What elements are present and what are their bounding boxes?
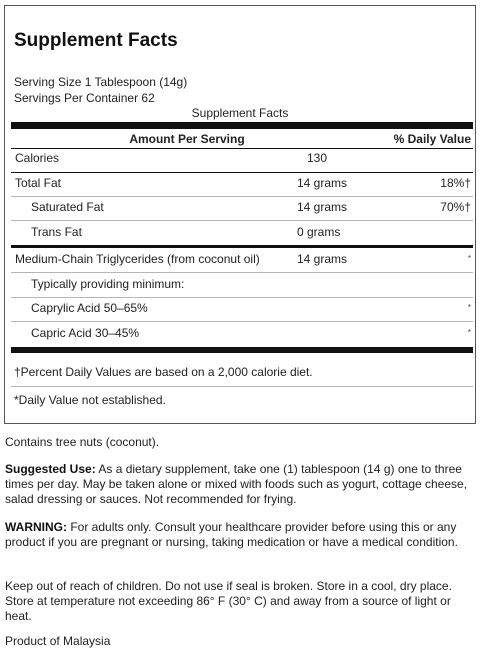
table-row-capric — [11, 326, 473, 344]
row-divider — [11, 321, 473, 322]
row-name: Typically providing minimum: — [31, 277, 185, 291]
calories-divider — [11, 172, 473, 173]
table-row-trans-fat — [11, 225, 473, 243]
table-header — [11, 132, 473, 148]
footnote-not-established: *Daily Value not established. — [14, 393, 166, 407]
row-name: Caprylic Acid 50–65% — [31, 301, 148, 315]
row-amount: 0 grams — [297, 225, 341, 239]
table-row-calories — [11, 151, 473, 169]
row-amount: 130 — [307, 151, 328, 165]
row-daily-value: * — [467, 328, 471, 337]
row-name: Total Fat — [15, 176, 62, 190]
suggested-use-text: As a dietary supplement, take one (1) tablespoon (14 g) one to three times per day. May be taken alone or mixed with foods such as yogurt, cottage cheese, salad dressing or sauces. Not recommended for frying. — [5, 462, 468, 506]
row-divider — [11, 297, 473, 298]
row-daily-value: * — [467, 254, 471, 263]
row-daily-value: 70%† — [440, 200, 471, 214]
panel-title: Supplement Facts — [14, 30, 178, 51]
row-amount: 14 grams — [297, 252, 348, 266]
footnote-percent: †Percent Daily Values are based on a 2,000 calorie diet. — [14, 365, 313, 379]
warning-label: WARNING: — [5, 520, 67, 534]
row-daily-value: * — [467, 303, 471, 312]
table-row-saturated-fat — [11, 200, 473, 218]
suggested-use — [5, 462, 475, 507]
header-amount: Amount Per Serving — [129, 132, 245, 146]
serving-size: Serving Size 1 Tablespoon (14g) — [14, 75, 188, 89]
row-divider — [11, 220, 473, 221]
table-caption: Supplement Facts — [191, 106, 289, 120]
row-divider — [11, 196, 473, 197]
table-row-total-fat — [11, 176, 473, 194]
footnote-divider — [11, 386, 473, 387]
suggested-use-label: Suggested Use: — [5, 462, 96, 476]
row-divider — [11, 272, 473, 273]
warning-text: For adults only. Consult your healthcare provider before using this or any product if you are pregnant or nursing, taking medication or have a medical condition. — [5, 520, 458, 549]
row-daily-value: 18%† — [440, 176, 471, 190]
row-amount: 14 grams — [297, 176, 348, 190]
row-name: Medium-Chain Triglycerides (from coconut oil) — [15, 252, 260, 266]
header-daily-value: % Daily Value — [393, 132, 471, 146]
row-name: Calories — [15, 151, 60, 165]
storage-instructions: Keep out of reach of children. Do not use if seal is broken. Store in a cool, dry place. Store at temperature not exceeding 86° F (30° C) and away from a source of light or heat. — [5, 579, 452, 623]
product-origin: Product of Malaysia — [5, 634, 111, 648]
contains-statement: Contains tree nuts (coconut). — [5, 435, 160, 449]
thick-rule-top — [11, 122, 473, 129]
servings-per-container: Servings Per Container 62 — [14, 91, 155, 105]
row-amount: 14 grams — [297, 200, 348, 214]
table-row-mct — [11, 252, 473, 270]
row-name: Saturated Fat — [31, 200, 104, 214]
header-divider — [11, 148, 473, 149]
row-name: Trans Fat — [31, 225, 82, 239]
medium-rule — [11, 245, 473, 248]
row-name: Capric Acid 30–45% — [31, 326, 140, 340]
supplement-facts-panel — [4, 5, 476, 424]
thick-rule-bottom — [11, 347, 473, 353]
table-row-typically — [11, 277, 473, 295]
table-row-caprylic — [11, 301, 473, 319]
warning — [5, 520, 475, 550]
